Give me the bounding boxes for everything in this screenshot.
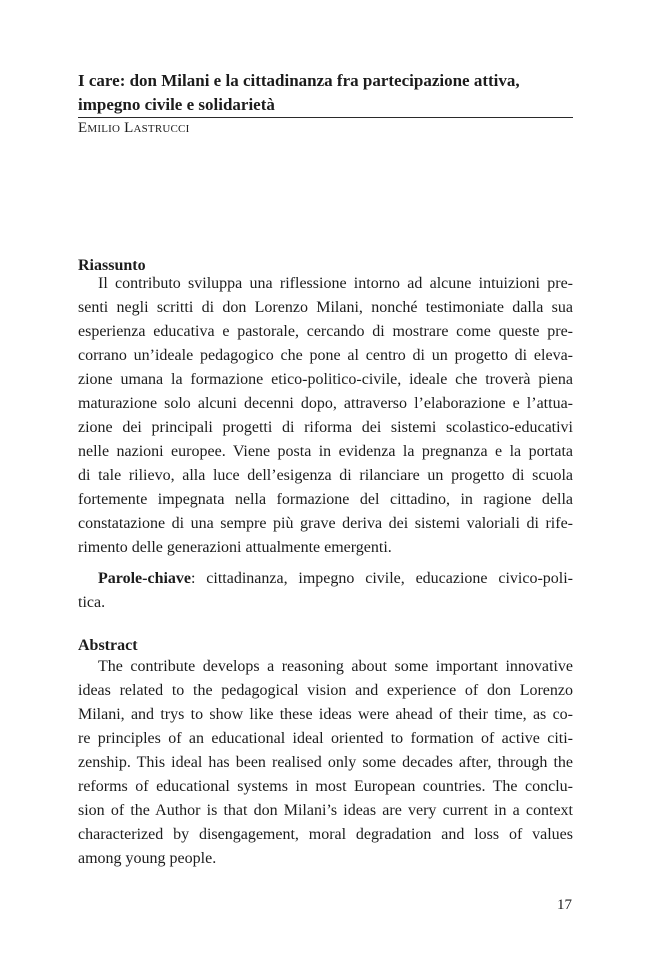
article-title-line: I care: don Milani e la cittadinanza fra partecipazione attiva, [78,71,520,90]
riassunto-line: constatazione di una sempre più grave deriva dei sistemi valoriali di rife- [78,515,573,532]
abstract-line: The contribute develops a reasoning about some important innovative [98,658,573,675]
page-number: 17 [557,897,572,913]
abstract-line: among young people. [78,850,217,867]
riassunto-paragraph [78,272,573,560]
riassunto-line: rimento delle generazioni attualmente emergenti. [78,539,392,556]
abstract-line: reforms of educational systems in most European countries. The conclu- [78,778,573,795]
abstract-line: re principles of an educational ideal oriented to formation of active citi- [78,730,573,747]
keywords-paragraph [78,567,573,615]
article-title-line: impegno civile e solidarietà [78,95,275,114]
abstract-line: ideas related to the pedagogical vision and experience of don Lorenzo [78,682,573,699]
riassunto-heading: Riassunto [78,257,146,274]
riassunto-line: zione umana la formazione etico-politico-civile, ideale che troverà piena [78,371,573,388]
riassunto-line: nelle nazioni europee. Viene posta in evidenza la pregnanza e la portata [78,443,573,460]
abstract-heading: Abstract [78,637,138,654]
riassunto-line: zione dei principali progetti di riforma dei sistemi scolastico-educativi [78,419,573,436]
abstract-line: zenship. This ideal has been realised only some decades after, through the [78,754,573,771]
abstract-line: Milani, and trys to show like these ideas were ahead of their time, as co- [78,706,573,723]
keywords-line [78,567,573,591]
author-name: Emilio Lastrucci [78,120,190,136]
riassunto-line: Il contributo sviluppa una riflessione intorno ad alcune intuizioni pre- [98,275,573,292]
riassunto-line: fortemente impegnata nella formazione del cittadino, in ragione della [78,491,573,508]
title-divider [78,117,573,118]
abstract-line: characterized by disengagement, moral degradation and loss of values [78,826,573,843]
abstract-line: sion of the Author is that don Milani’s ideas are very current in a context [78,802,573,819]
riassunto-line: senti negli scritti di don Lorenzo Milani, nonché testimoniate dalla sua [78,299,573,316]
keywords-text: : cittadinanza, impegno civile, educazione civico-poli- [191,570,573,587]
keywords-line: tica. [78,594,106,611]
riassunto-line: esperienza educativa e pastorale, cercando di mostrare come queste pre- [78,323,573,340]
riassunto-line: di tale rilievo, alla luce dell’esigenza di rilanciare un progetto di scuola [78,467,573,484]
riassunto-line: corrano un’ideale pedagogico che pone al centro di un progetto di eleva- [78,347,573,364]
abstract-paragraph [78,655,573,871]
article-title [78,69,578,117]
keywords-label: Parole-chiave [98,570,192,587]
riassunto-line: maturazione solo alcuni decenni dopo, attraverso l’elaborazione e l’attua- [78,395,573,412]
